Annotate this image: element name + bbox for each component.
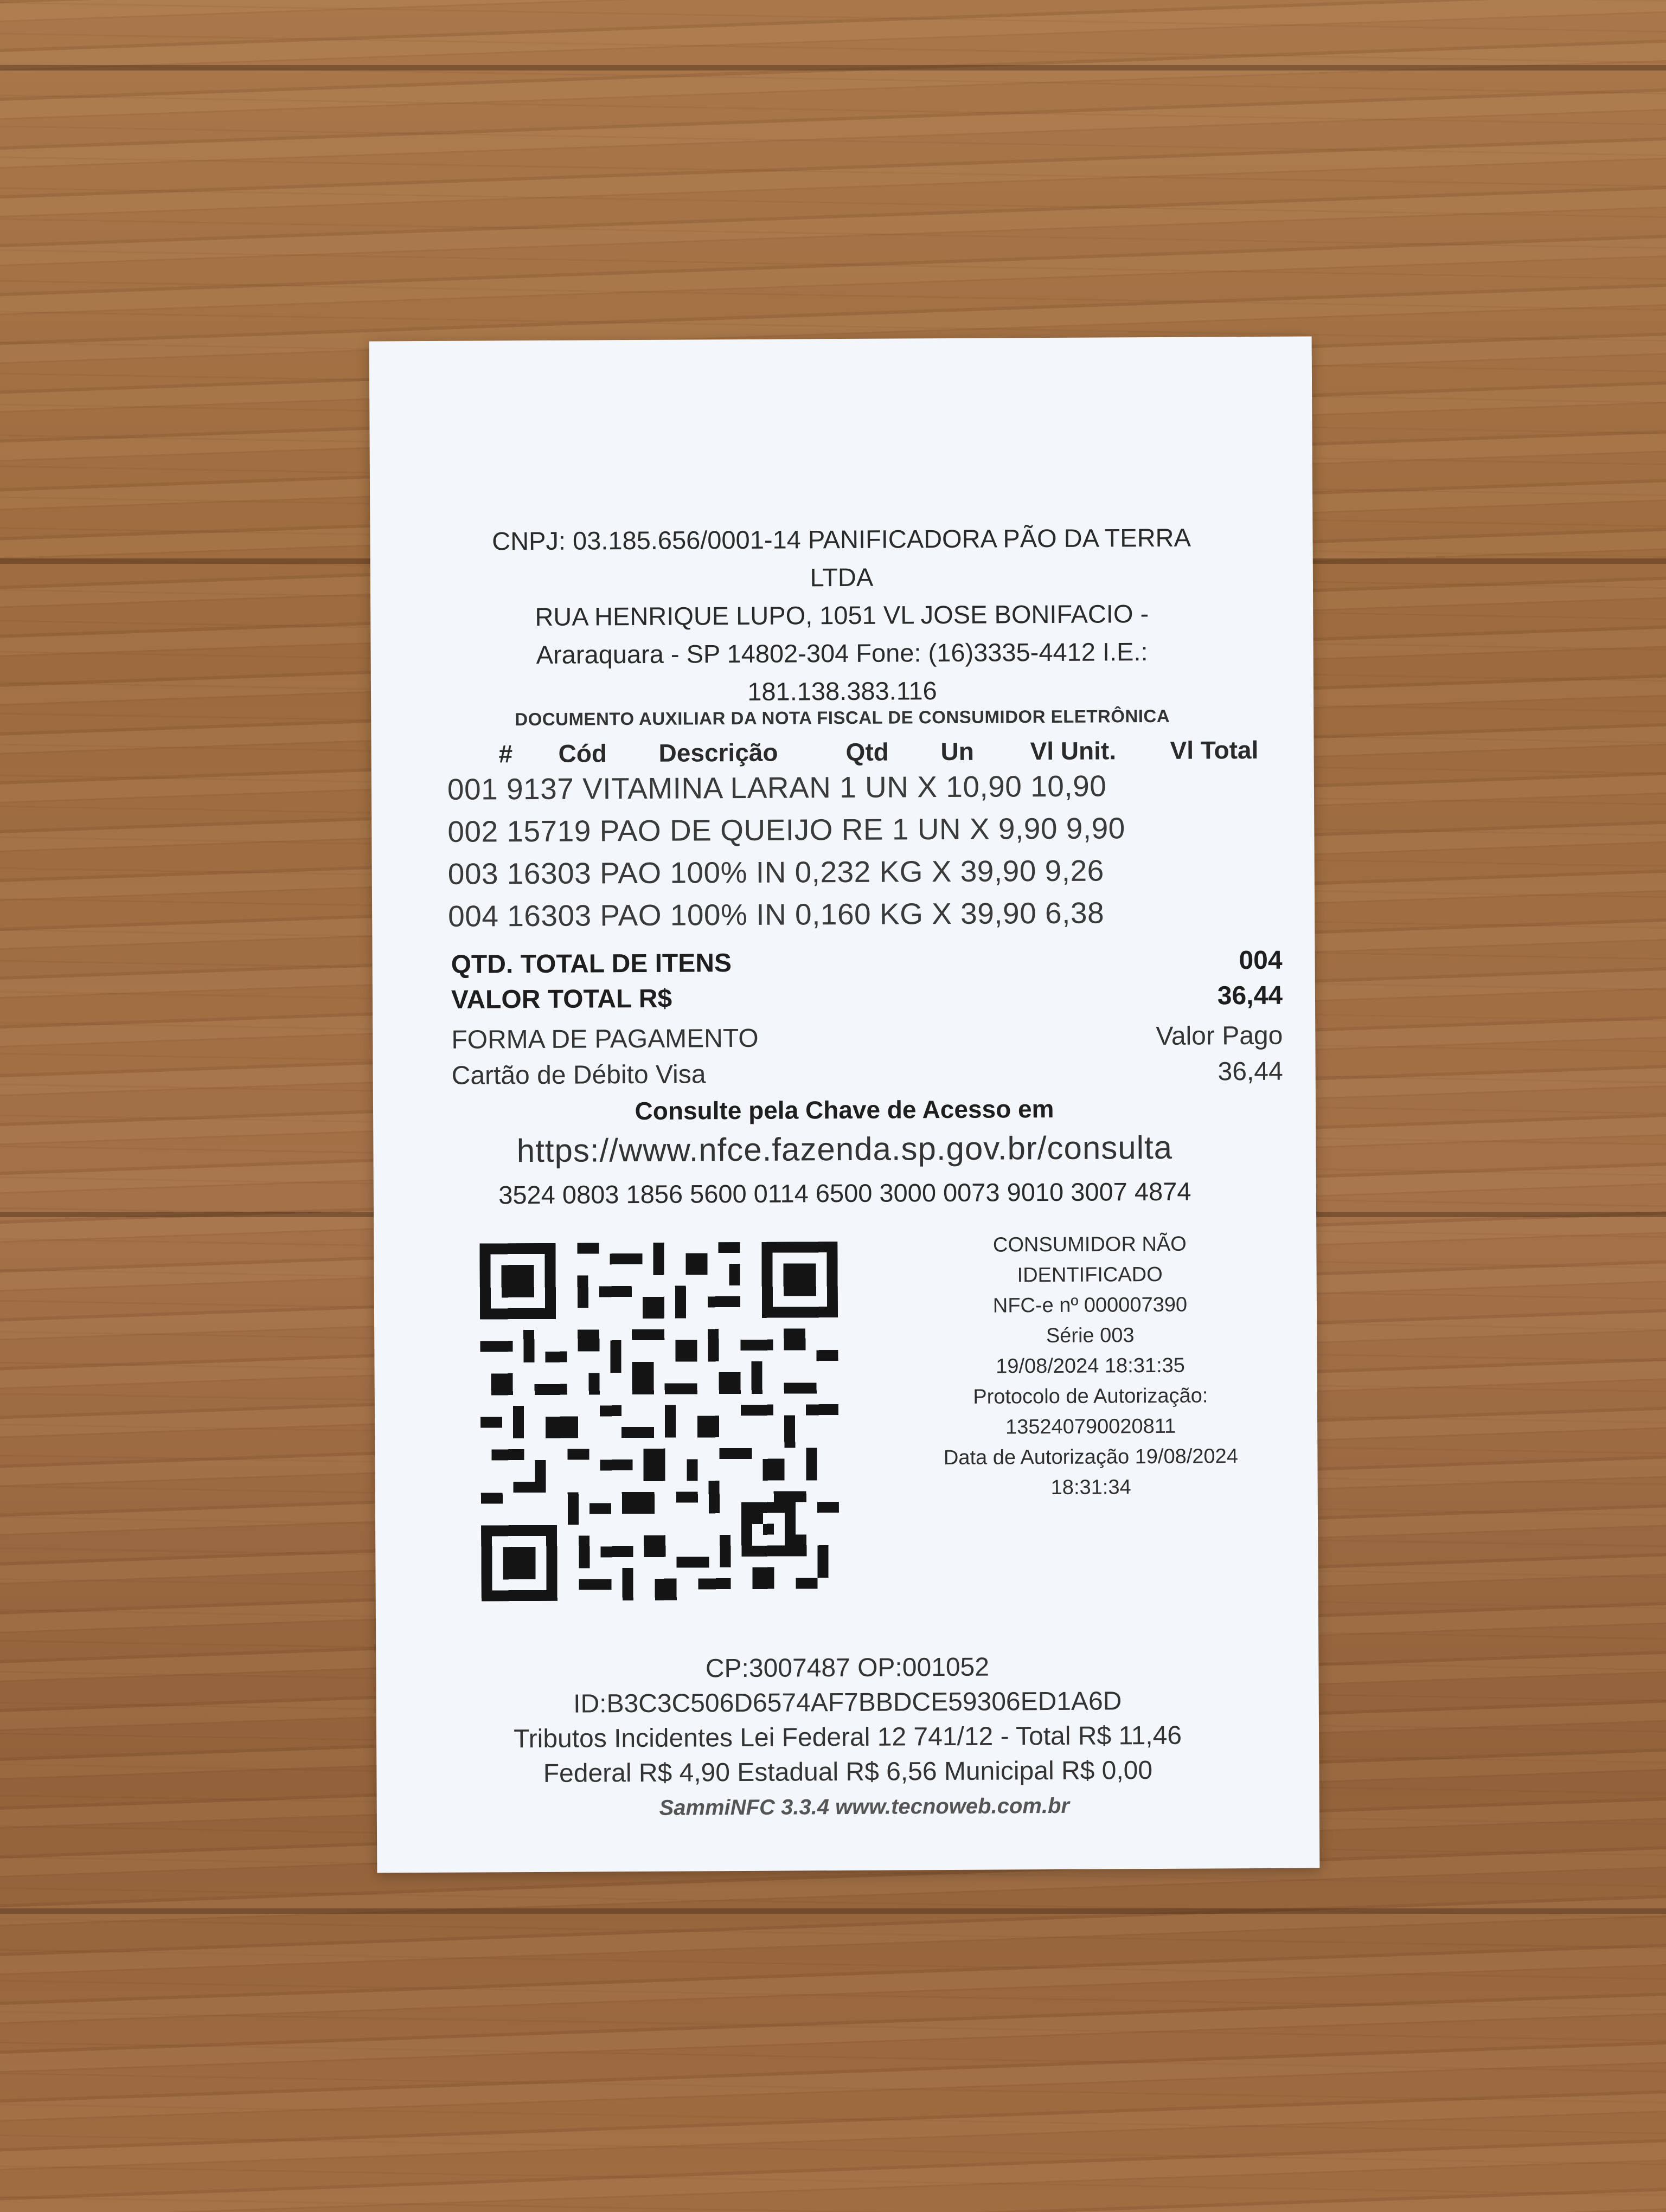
item-row: 001 9137 VITAMINA LARAN 1 UN X 10,90 10,90 [447,769,1107,806]
header-cnpj-line: CNPJ: 03.185.656/0001-14 PANIFICADORA PÃO DA TERRA [492,523,1191,556]
header-company-suffix: LTDA [810,562,874,592]
serie: Série 003 [1046,1324,1135,1348]
payment-paid-header: Valor Pago [1156,1021,1283,1051]
item-row: 004 16303 PAO 100% IN 0,160 KG X 39,90 6,38 [448,896,1105,933]
column-unit: Un [940,737,975,766]
protocol-number: 135240790020811 [1005,1414,1176,1439]
column-unit-price: Vl Unit. [1030,736,1117,766]
total-items-value: 004 [1239,946,1283,975]
issue-datetime: 19/08/2024 18:31:35 [996,1354,1185,1378]
total-value-label: VALOR TOTAL R$ [451,984,672,1014]
wood-seam [0,65,1666,70]
footer-software: SammiNFC 3.3.4 www.tecnoweb.com.br [659,1793,1070,1820]
protocol-label: Protocolo de Autorização: [973,1384,1208,1409]
access-key: 3524 0803 1856 5600 0114 6500 3000 0073 9010 3007 4874 [498,1176,1191,1210]
consumer-line2: IDENTIFICADO [1017,1263,1163,1287]
access-url: https://www.nfce.fazenda.sp.gov.br/consulta [516,1129,1173,1169]
footer-tributes-detail: Federal R$ 4,90 Estadual R$ 6,56 Municipal R$ 0,00 [543,1756,1153,1788]
column-description: Descrição [658,738,778,767]
consumer-info [900,1229,1281,1504]
payment-method: Cartão de Débito Visa [451,1060,706,1090]
payment-method-header: FORMA DE PAGAMENTO [451,1024,759,1054]
total-value-amount: 36,44 [1217,981,1283,1011]
column-total: Vl Total [1170,735,1259,764]
qr-code [479,1242,839,1601]
column-code: Cód [558,739,607,768]
header-ie: 181.138.383.116 [747,676,937,706]
payment-amount: 36,44 [1218,1057,1283,1086]
auth-time: 18:31:34 [1050,1476,1131,1500]
receipt-paper [369,336,1320,1873]
footer-cp: CP:3007487 OP:001052 [705,1652,990,1683]
access-title: Consulte pela Chave de Acesso em [635,1094,1054,1126]
item-row: 003 16303 PAO 100% IN 0,232 KG X 39,90 9,26 [447,853,1104,891]
document-title: DOCUMENTO AUXILIAR DA NOTA FISCAL DE CONSUMIDOR ELETRÔNICA [515,705,1170,730]
header-city-phone: Araraquara - SP 14802-304 Fone: (16)3335-4412 I.E.: [536,637,1148,669]
header-address: RUA HENRIQUE LUPO, 1051 VL JOSE BONIFACIO - [535,599,1149,631]
footer-tributes: Tributos Incidentes Lei Federal 12 741/12 - Total R$ 11,46 [514,1721,1182,1754]
item-row: 002 15719 PAO DE QUEIJO RE 1 UN X 9,90 9,90 [447,811,1125,848]
column-number: # [498,740,513,768]
column-qty: Qtd [845,737,889,766]
total-items-label: QTD. TOTAL DE ITENS [451,949,732,979]
footer-id: ID:B3C3C506D6574AF7BBDCE59306ED1A6D [573,1687,1122,1719]
consumer-line1: CONSUMIDOR NÃO [992,1232,1187,1257]
auth-date: Data de Autorização 19/08/2024 [943,1445,1239,1470]
wood-seam [0,1908,1666,1914]
nfce-number: NFC-e nº 000007390 [992,1293,1188,1317]
